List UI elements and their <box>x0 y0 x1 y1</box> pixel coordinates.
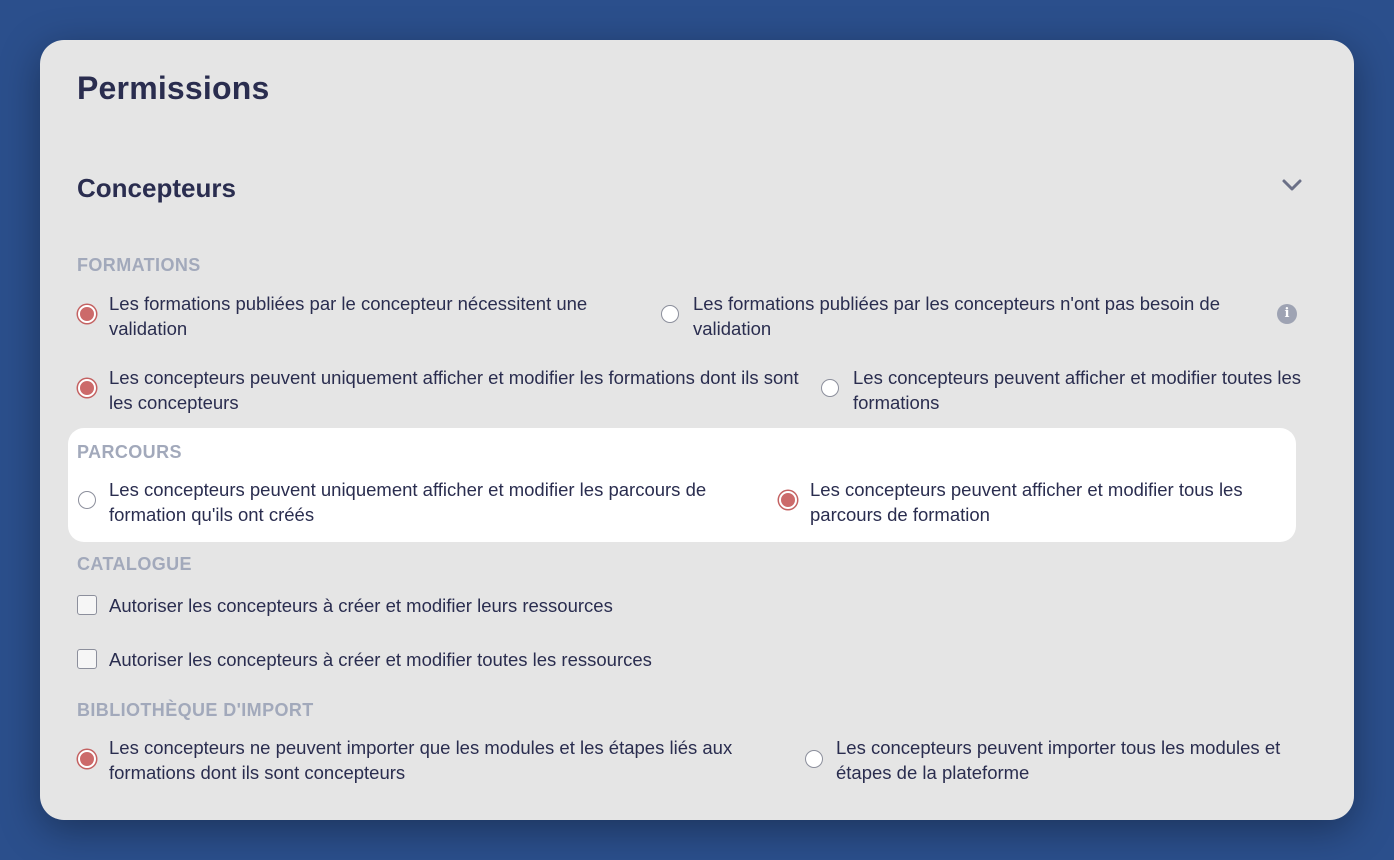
option-label-import-own: Les concepteurs ne peuvent importer que les modules et les étapes liés aux formations dont ils sont concepteurs <box>109 737 733 783</box>
radio-import-own[interactable] <box>78 750 96 768</box>
radio-formations-validation-required[interactable] <box>78 305 96 323</box>
option-label-catalogue-all-resources: Autoriser les concepteurs à créer et modifier toutes les ressources <box>109 649 652 670</box>
radio-import-all[interactable] <box>805 750 823 768</box>
permissions-card <box>40 40 1354 820</box>
option-label-validation-not-required: Les formations publiées par les concepteurs n'ont pas besoin de validation <box>693 293 1220 339</box>
radio-formations-view-own[interactable] <box>78 379 96 397</box>
option-label-parcours-view-own: Les concepteurs peuvent uniquement afficher et modifier les parcours de formation qu'ils ont créés <box>109 479 707 525</box>
chevron-down-icon[interactable] <box>1278 172 1306 200</box>
category-label-formations: FORMATIONS <box>77 255 201 275</box>
checkbox-catalogue-all-resources[interactable] <box>77 649 97 669</box>
option-label-catalogue-own-resources: Autoriser les concepteurs à créer et modifier leurs ressources <box>109 595 613 616</box>
option-label-parcours-view-all: Les concepteurs peuvent afficher et modifier tous les parcours de formation <box>810 479 1243 525</box>
option-label-formations-view-all: Les concepteurs peuvent afficher et modifier toutes les formations <box>853 367 1302 413</box>
info-icon[interactable]: i <box>1277 304 1297 324</box>
option-label-validation-required: Les formations publiées par le concepteur nécessitent une validation <box>109 293 588 339</box>
category-label-import-library: BIBLIOTHÈQUE D'IMPORT <box>77 700 314 720</box>
checkbox-catalogue-own-resources[interactable] <box>77 595 97 615</box>
radio-formations-view-all[interactable] <box>821 379 839 397</box>
category-label-parcours: PARCOURS <box>77 442 182 462</box>
section-title-concepteurs: Concepteurs <box>77 173 236 203</box>
radio-parcours-view-own[interactable] <box>78 491 96 509</box>
option-label-formations-view-own: Les concepteurs peuvent uniquement afficher et modifier les formations dont ils sont les concepteurs <box>109 367 799 413</box>
radio-formations-validation-not-required[interactable] <box>661 305 679 323</box>
radio-parcours-view-all[interactable] <box>779 491 797 509</box>
page-title: Permissions <box>77 70 270 106</box>
category-label-catalogue: CATALOGUE <box>77 554 192 574</box>
option-label-import-all: Les concepteurs peuvent importer tous les modules et étapes de la plateforme <box>836 737 1281 783</box>
